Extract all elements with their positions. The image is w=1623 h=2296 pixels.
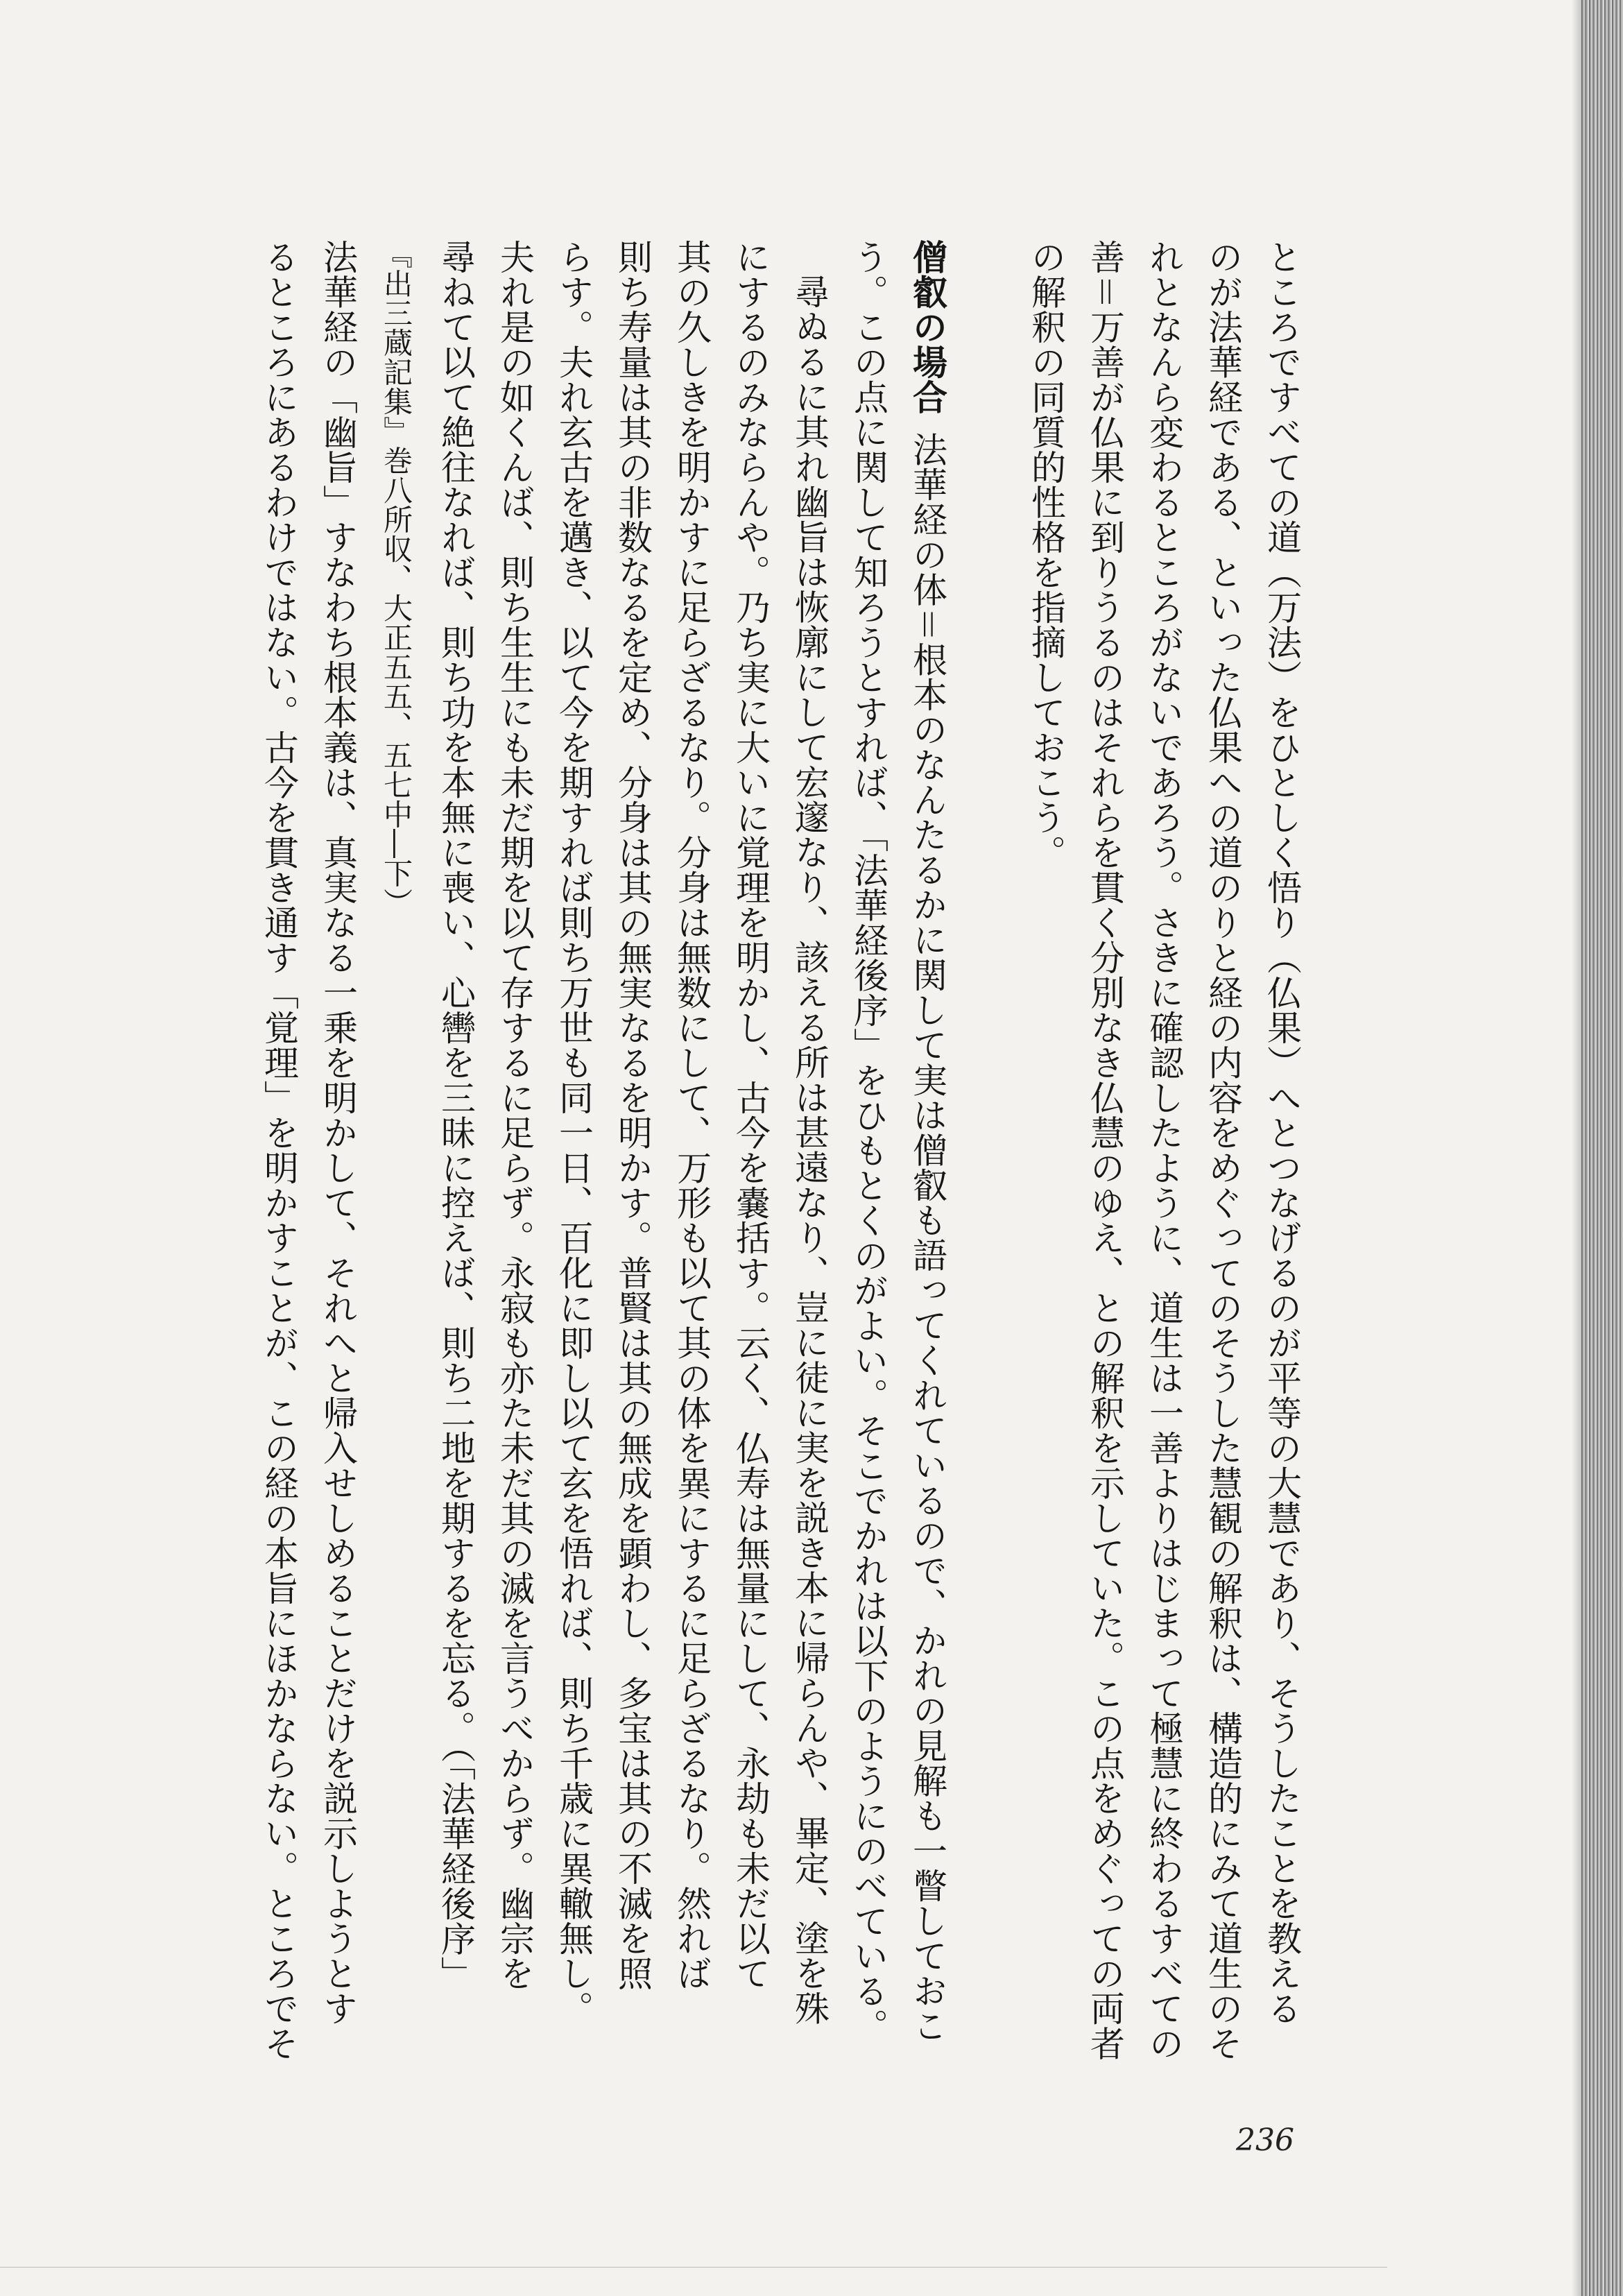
quote-citation: 『出三蔵記集』巻八所収、大正五五、五七中―下） bbox=[379, 239, 413, 918]
book-gutter-shadow bbox=[1572, 0, 1581, 2296]
intro-line-1: ところですべての道（万法）をひとしく悟り（仏果）へとつなげるのが平等の大慧であり、そうしたことを教える bbox=[1262, 239, 1302, 2026]
intro-line-2: のが法華経である、といった仏果への道のりと経の内容をめぐってのそうした慧観の解釈は、構造的にみて道生のそ bbox=[1203, 239, 1243, 2061]
scan-bottom-edge bbox=[0, 2267, 1387, 2268]
intro-line-3: れとなんら変わるところがないであろう。さきに確認したように、道生は一善よりはじまって極慧に終わるすべての bbox=[1144, 239, 1184, 2061]
section-paragraph-text: 法華経の体＝根本のなんたるかに関して実は僧叡も語ってくれているので、かれの見解も一瞥しておこう。この点に関して知ろうとすれば、「法華経後序」をひもとくのがよい。そこでかれは以下のようにのべている。 bbox=[848, 239, 947, 2044]
quote-line-4: 則ち寿量は其の非数なるを定め、分身は其の無実なるを明かす。普賢は其の無成を顕わし、多宝は其の不滅を照 bbox=[612, 239, 653, 1991]
book-spine-shadow bbox=[1581, 0, 1623, 2296]
quote-line-1: 尋ぬるに其れ幽旨は恢廓にして宏邃なり、該える所は甚遠なり、豈に徒に実を説き本に帰らんや、畢定、塗を殊 bbox=[789, 274, 830, 2025]
page-number: 236 bbox=[1236, 2123, 1294, 2158]
section-heading: 僧叡の場合 bbox=[907, 239, 948, 415]
quote-line-7: 尋ねて以て絶往なれば、則ち功を本無に喪い、心轡を三昧に控えば、則ち二地を期するを忘る。（「法華経後序」 bbox=[436, 239, 476, 1991]
section-paragraph bbox=[839, 239, 957, 2077]
quote-line-3: 其の久しきを明かすに足らざるなり。分身は無数にして、万形も以て其の体を異にするに足らざるなり。然れば bbox=[671, 239, 712, 1991]
vertical-text-body bbox=[229, 239, 1311, 2077]
section-spacer bbox=[957, 239, 1016, 2077]
quote-line-2: にするのみならんや。乃ち実に大いに覚理を明かし、古今を嚢括す。云く、仏寿は無量にして、永劫も未だ以て bbox=[730, 239, 771, 1991]
closing-line-2: るところにあるわけではない。古今を貫き通す「覚理」を明かすことが、この経の本旨にほかならない。ところでそ bbox=[259, 239, 299, 2061]
quote-line-5: らす。夫れ玄古を邁き、以て今を期すれば則ち万世も同一日、百化に即し以て玄を悟れば、則ち千歳に異轍無し。 bbox=[553, 239, 594, 2026]
quote-line-6: 夫れ是の如くんば、則ち生生にも未だ期を以て存するに足らず。永寂も亦た未だ其の滅を言うべからず。幽宗を bbox=[495, 239, 535, 1991]
intro-line-5: の解釈の同質的性格を指摘しておこう。 bbox=[1026, 239, 1066, 870]
closing-line-1: 法華経の「幽旨」すなわち根本義は、真実なる一乗を明かして、それへと帰入せしめることだけを説示しようとす bbox=[318, 239, 358, 2026]
intro-line-4: 善＝万善が仏果に到りうるのはそれらを貫く分別なき仏慧のゆえ、との解釈を示していた。この点をめぐっての両者 bbox=[1085, 239, 1125, 2061]
